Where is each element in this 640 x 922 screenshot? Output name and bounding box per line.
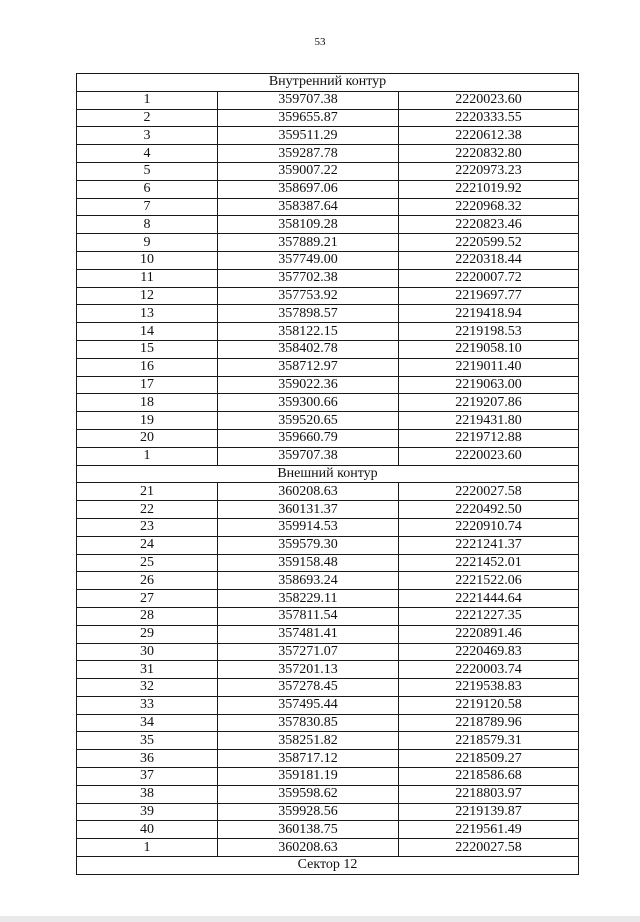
table-row xyxy=(77,162,579,180)
y-coordinate-cell: 2220973.23 xyxy=(399,162,579,180)
point-number-cell: 1 xyxy=(77,447,218,465)
table-row xyxy=(77,447,579,465)
point-number-cell: 27 xyxy=(77,590,218,608)
y-coordinate-cell: 2220333.55 xyxy=(399,109,579,127)
x-coordinate-cell: 359579.30 xyxy=(218,536,399,554)
y-coordinate-cell: 2219063.00 xyxy=(399,376,579,394)
table-row xyxy=(77,234,579,252)
point-number-cell: 2 xyxy=(77,109,218,127)
table-row xyxy=(77,412,579,430)
point-number-cell: 26 xyxy=(77,572,218,590)
point-number-cell: 11 xyxy=(77,269,218,287)
point-number-cell: 30 xyxy=(77,643,218,661)
table-row xyxy=(77,323,579,341)
point-number-cell: 5 xyxy=(77,162,218,180)
x-coordinate-cell: 357201.13 xyxy=(218,661,399,679)
point-number-cell: 29 xyxy=(77,625,218,643)
y-coordinate-cell: 2220318.44 xyxy=(399,251,579,269)
table-row xyxy=(77,732,579,750)
y-coordinate-cell: 2219431.80 xyxy=(399,412,579,430)
y-coordinate-cell: 2221019.92 xyxy=(399,180,579,198)
point-number-cell: 23 xyxy=(77,518,218,536)
x-coordinate-cell: 360138.75 xyxy=(218,821,399,839)
table-row xyxy=(77,394,579,412)
y-coordinate-cell: 2221444.64 xyxy=(399,590,579,608)
point-number-cell: 32 xyxy=(77,679,218,697)
x-coordinate-cell: 360208.63 xyxy=(218,839,399,857)
table-row xyxy=(77,750,579,768)
table-row xyxy=(77,679,579,697)
y-coordinate-cell: 2220023.60 xyxy=(399,91,579,109)
x-coordinate-cell: 357898.57 xyxy=(218,305,399,323)
y-coordinate-cell: 2220027.58 xyxy=(399,839,579,857)
point-number-cell: 15 xyxy=(77,340,218,358)
table-row xyxy=(77,607,579,625)
table-row xyxy=(77,358,579,376)
x-coordinate-cell: 357811.54 xyxy=(218,607,399,625)
scan-bottom-edge xyxy=(0,916,640,922)
y-coordinate-cell: 2220469.83 xyxy=(399,643,579,661)
y-coordinate-cell: 2219538.83 xyxy=(399,679,579,697)
table-row xyxy=(77,625,579,643)
point-number-cell: 1 xyxy=(77,91,218,109)
table-row xyxy=(77,287,579,305)
section-title: Внутренний контур xyxy=(77,74,579,92)
x-coordinate-cell: 357271.07 xyxy=(218,643,399,661)
y-coordinate-cell: 2221452.01 xyxy=(399,554,579,572)
table-row xyxy=(77,768,579,786)
section-header-row xyxy=(77,465,579,483)
x-coordinate-cell: 358717.12 xyxy=(218,750,399,768)
y-coordinate-cell: 2221241.37 xyxy=(399,536,579,554)
table-row xyxy=(77,714,579,732)
x-coordinate-cell: 357702.38 xyxy=(218,269,399,287)
y-coordinate-cell: 2220891.46 xyxy=(399,625,579,643)
x-coordinate-cell: 360208.63 xyxy=(218,483,399,501)
y-coordinate-cell: 2220027.58 xyxy=(399,483,579,501)
table-row xyxy=(77,785,579,803)
point-number-cell: 40 xyxy=(77,821,218,839)
point-number-cell: 34 xyxy=(77,714,218,732)
y-coordinate-cell: 2219697.77 xyxy=(399,287,579,305)
x-coordinate-cell: 357278.45 xyxy=(218,679,399,697)
coordinates-table xyxy=(76,73,579,875)
table-row xyxy=(77,501,579,519)
table-row xyxy=(77,590,579,608)
x-coordinate-cell: 359914.53 xyxy=(218,518,399,536)
y-coordinate-cell: 2219120.58 xyxy=(399,696,579,714)
y-coordinate-cell: 2220968.32 xyxy=(399,198,579,216)
point-number-cell: 37 xyxy=(77,768,218,786)
point-number-cell: 14 xyxy=(77,323,218,341)
x-coordinate-cell: 359707.38 xyxy=(218,91,399,109)
x-coordinate-cell: 359707.38 xyxy=(218,447,399,465)
table-row xyxy=(77,518,579,536)
y-coordinate-cell: 2220023.60 xyxy=(399,447,579,465)
y-coordinate-cell: 2220832.80 xyxy=(399,145,579,163)
x-coordinate-cell: 359598.62 xyxy=(218,785,399,803)
y-coordinate-cell: 2220003.74 xyxy=(399,661,579,679)
section-title: Сектор 12 xyxy=(77,857,579,875)
coordinates-table-body xyxy=(77,74,579,875)
point-number-cell: 12 xyxy=(77,287,218,305)
point-number-cell: 8 xyxy=(77,216,218,234)
table-row xyxy=(77,483,579,501)
table-row xyxy=(77,305,579,323)
x-coordinate-cell: 359520.65 xyxy=(218,412,399,430)
point-number-cell: 16 xyxy=(77,358,218,376)
point-number-cell: 10 xyxy=(77,251,218,269)
point-number-cell: 20 xyxy=(77,429,218,447)
y-coordinate-cell: 2220492.50 xyxy=(399,501,579,519)
x-coordinate-cell: 358387.64 xyxy=(218,198,399,216)
point-number-cell: 33 xyxy=(77,696,218,714)
y-coordinate-cell: 2218586.68 xyxy=(399,768,579,786)
point-number-cell: 6 xyxy=(77,180,218,198)
y-coordinate-cell: 2220910.74 xyxy=(399,518,579,536)
y-coordinate-cell: 2219058.10 xyxy=(399,340,579,358)
table-row xyxy=(77,198,579,216)
x-coordinate-cell: 359181.19 xyxy=(218,768,399,786)
point-number-cell: 36 xyxy=(77,750,218,768)
point-number-cell: 17 xyxy=(77,376,218,394)
table-row xyxy=(77,216,579,234)
y-coordinate-cell: 2220612.38 xyxy=(399,127,579,145)
x-coordinate-cell: 357889.21 xyxy=(218,234,399,252)
y-coordinate-cell: 2221227.35 xyxy=(399,607,579,625)
y-coordinate-cell: 2218789.96 xyxy=(399,714,579,732)
y-coordinate-cell: 2218803.97 xyxy=(399,785,579,803)
point-number-cell: 4 xyxy=(77,145,218,163)
table-row xyxy=(77,145,579,163)
y-coordinate-cell: 2220823.46 xyxy=(399,216,579,234)
x-coordinate-cell: 360131.37 xyxy=(218,501,399,519)
point-number-cell: 7 xyxy=(77,198,218,216)
table-row xyxy=(77,180,579,198)
section-title: Внешний контур xyxy=(77,465,579,483)
table-row xyxy=(77,429,579,447)
section-header-row xyxy=(77,74,579,92)
y-coordinate-cell: 2220007.72 xyxy=(399,269,579,287)
x-coordinate-cell: 359655.87 xyxy=(218,109,399,127)
y-coordinate-cell: 2219198.53 xyxy=(399,323,579,341)
page-number: 53 xyxy=(314,36,326,48)
x-coordinate-cell: 359287.78 xyxy=(218,145,399,163)
table-row xyxy=(77,536,579,554)
x-coordinate-cell: 358712.97 xyxy=(218,358,399,376)
x-coordinate-cell: 359158.48 xyxy=(218,554,399,572)
x-coordinate-cell: 357830.85 xyxy=(218,714,399,732)
point-number-cell: 35 xyxy=(77,732,218,750)
point-number-cell: 9 xyxy=(77,234,218,252)
x-coordinate-cell: 359660.79 xyxy=(218,429,399,447)
x-coordinate-cell: 359022.36 xyxy=(218,376,399,394)
x-coordinate-cell: 357481.41 xyxy=(218,625,399,643)
table-row xyxy=(77,376,579,394)
point-number-cell: 22 xyxy=(77,501,218,519)
x-coordinate-cell: 359300.66 xyxy=(218,394,399,412)
y-coordinate-cell: 2219712.88 xyxy=(399,429,579,447)
table-row xyxy=(77,643,579,661)
table-row xyxy=(77,251,579,269)
x-coordinate-cell: 358697.06 xyxy=(218,180,399,198)
table-row xyxy=(77,803,579,821)
y-coordinate-cell: 2218509.27 xyxy=(399,750,579,768)
table-row xyxy=(77,269,579,287)
point-number-cell: 28 xyxy=(77,607,218,625)
point-number-cell: 18 xyxy=(77,394,218,412)
y-coordinate-cell: 2219011.40 xyxy=(399,358,579,376)
y-coordinate-cell: 2218579.31 xyxy=(399,732,579,750)
table-row xyxy=(77,696,579,714)
x-coordinate-cell: 358229.11 xyxy=(218,590,399,608)
section-header-row xyxy=(77,857,579,875)
table-row xyxy=(77,839,579,857)
point-number-cell: 38 xyxy=(77,785,218,803)
y-coordinate-cell: 2219561.49 xyxy=(399,821,579,839)
y-coordinate-cell: 2221522.06 xyxy=(399,572,579,590)
x-coordinate-cell: 357495.44 xyxy=(218,696,399,714)
x-coordinate-cell: 358693.24 xyxy=(218,572,399,590)
x-coordinate-cell: 358122.15 xyxy=(218,323,399,341)
table-row xyxy=(77,340,579,358)
y-coordinate-cell: 2219139.87 xyxy=(399,803,579,821)
point-number-cell: 3 xyxy=(77,127,218,145)
point-number-cell: 24 xyxy=(77,536,218,554)
x-coordinate-cell: 359511.29 xyxy=(218,127,399,145)
table-row xyxy=(77,554,579,572)
x-coordinate-cell: 358251.82 xyxy=(218,732,399,750)
point-number-cell: 25 xyxy=(77,554,218,572)
x-coordinate-cell: 359007.22 xyxy=(218,162,399,180)
table-row xyxy=(77,661,579,679)
y-coordinate-cell: 2220599.52 xyxy=(399,234,579,252)
x-coordinate-cell: 358109.28 xyxy=(218,216,399,234)
point-number-cell: 39 xyxy=(77,803,218,821)
y-coordinate-cell: 2219207.86 xyxy=(399,394,579,412)
point-number-cell: 21 xyxy=(77,483,218,501)
x-coordinate-cell: 359928.56 xyxy=(218,803,399,821)
point-number-cell: 19 xyxy=(77,412,218,430)
x-coordinate-cell: 357749.00 xyxy=(218,251,399,269)
table-row xyxy=(77,572,579,590)
x-coordinate-cell: 358402.78 xyxy=(218,340,399,358)
table-row xyxy=(77,821,579,839)
x-coordinate-cell: 357753.92 xyxy=(218,287,399,305)
point-number-cell: 1 xyxy=(77,839,218,857)
table-row xyxy=(77,91,579,109)
table-row xyxy=(77,109,579,127)
y-coordinate-cell: 2219418.94 xyxy=(399,305,579,323)
point-number-cell: 31 xyxy=(77,661,218,679)
table-row xyxy=(77,127,579,145)
point-number-cell: 13 xyxy=(77,305,218,323)
